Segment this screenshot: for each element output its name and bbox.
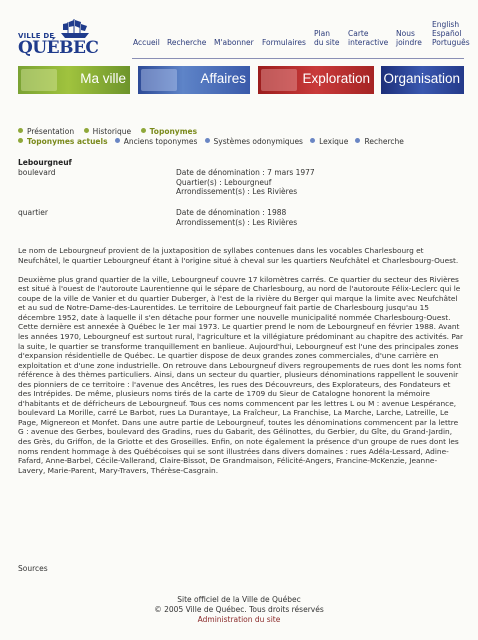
entry-details-boulevard xyxy=(176,168,315,197)
nav-carte-line1: Carte xyxy=(348,29,369,38)
subnav-recherche-label: Recherche xyxy=(364,137,404,146)
footer-copyright: © 2005 Ville de Québec. Tous droits réservés xyxy=(154,605,324,614)
bullet-icon xyxy=(18,138,23,143)
banner-ma-ville-label: Ma ville xyxy=(80,71,126,86)
subnav-presentation[interactable] xyxy=(18,127,74,136)
bullet-icon xyxy=(141,128,146,133)
arrondissement-value: Arrondissement(s) : Les Rivières xyxy=(176,187,298,197)
subnav-row1 xyxy=(18,127,197,136)
nav-nous-line1: Nous xyxy=(396,29,415,38)
description-text xyxy=(18,246,464,485)
denomination-date: Date de dénomination : 7 mars 1977 xyxy=(176,168,315,177)
bullet-icon xyxy=(205,138,210,143)
description-paragraph-1: Le nom de Lebourgneuf provient de la juxtaposition de syllabes contenues dans les vocables Charlesbourg et Neufchâtel, le quartier Lebourgneuf étant à l'origine situé à cheval sur les quartiers Neufchâtel et Charlesbourg-Ouest. xyxy=(18,246,459,265)
description-paragraph-2: Deuxième plus grand quartier de la ville, Lebourgneuf couvre 17 kilomètres carrés. Ce quartier du secteur des Rivières est situé à l'ouest de l'autoroute Laurentienne qui le sépare de Charlesbourg, au nord de l'autoroute Félix-Leclerc qui le coupe de la ville de Vanier et du quartier Duberger, à l'est de la rivière du Berger qui marque la limite avec Neufchâtel et au sud de Notre-Dame-des-Laurentides. Le territoire de Lebourgneuf fait partie de Charlesbourg jusqu'au 15 décembre 1952, date à laquelle il s'en détache pour former une nouvelle municipalité nommée Charlesbourg-Ouest. Cette dernière est annexée à Québec le 1er mai 1973. Le quartier prend le nom de Lebourgneuf en février 1988. Avant les années 1970, Lebourgneuf est surtout rural, l'agriculture et la villégiature prédominant au chapitre des activités. Par la suite, le quartier se transforme tranquillement en banlieue. Aujourd'hui, Lebourgneuf est l'une des principales zones d'expansion résidentielle de Québec. Le quartier dispose de deux grandes zones commerciales, d'une carrière en exploitation et d'une zone industrielle. On retrouve dans Lebourgneuf divers regroupements de rues dont les noms font référence à des thèmes particuliers. Ainsi, dans un secteur du quartier, plusieurs dénominations rappellent le souvenir des pionniers de ce territoire : l'avenue des Ancêtres, les rues des Découvreurs, des Explorateurs, des Fondateurs et des Intrépides. De même, plusieurs noms tirés de la carte de 1709 du Sieur de Catalogne honorent la mémoire d'habitants et de défricheurs de Lebourgneuf. Tous ces noms commencent par les lettres L ou M : avenue Lespérance, boulevard La Morille, carré Le Barbot, rues La Durantaye, La Fraîcheur, La Franchise, La Marche, Larche, Latreille, Le Page, Mignereon et Monfet. Dans une autre partie de Lebourgneuf, toutes les dénominations commencent par la lettre G : avenue des Gerbes, boulevard des Gradins, rues du Gabarit, des Gélinottes, du Gerbier, du Gîte, du Grand-Jardin, des Grès, du Griffon, de la Griotte et des Groseilles. Enfin, on note également la présence d'un groupe de rues dont les noms rendent hommage à des Québécoises qui se sont illustrées dans divers domaines : rues Adéla-Lessard, Adine-Fafard, Anne-Barbel, Cécile-Vallerand, Claire-Bissot, De Grandmaison, Félicité-Angers, Francine-McKenzie, Jeanne-Lavery, Marie-Parent, Mary-Travers, Thérèse-Casgrain. xyxy=(18,274,464,475)
logo-ville-de: VILLE DE xyxy=(18,32,55,40)
subnav-row2 xyxy=(18,137,404,146)
logo-quebec: QUÉBEC xyxy=(18,38,99,58)
entry-type-boulevard: boulevard xyxy=(18,168,56,177)
entry-type-quartier: quartier xyxy=(18,208,48,217)
bullet-icon xyxy=(18,128,23,133)
nav-recherche[interactable]: Recherche xyxy=(167,38,207,47)
subnav-presentation-label: Présentation xyxy=(27,127,75,136)
banner-exploration-label: Exploration xyxy=(302,71,370,86)
banner-ma-ville[interactable] xyxy=(18,66,130,94)
banner-affaires[interactable] xyxy=(138,66,250,94)
page-title: Lebourgneuf xyxy=(18,158,72,167)
entry-details-quartier xyxy=(176,208,297,227)
subnav-systemes-odonymiques[interactable] xyxy=(205,137,303,146)
subnav-lexique-label: Lexique xyxy=(319,137,349,146)
lang-portugues[interactable]: Português xyxy=(432,38,470,47)
nav-carte-interactive[interactable] xyxy=(348,29,388,47)
banner-exploration[interactable] xyxy=(258,66,374,94)
bullet-icon xyxy=(115,138,120,143)
subnav-anciens-label: Anciens toponymes xyxy=(123,137,198,146)
subnav-historique-label: Historique xyxy=(92,127,132,136)
nav-nous-joindre[interactable] xyxy=(396,29,422,47)
bullet-icon xyxy=(84,128,89,133)
nav-abonner[interactable]: M'abonner xyxy=(214,38,254,47)
subnav-systemes-label: Systèmes odonymiques xyxy=(213,137,303,146)
lang-espanol[interactable]: Español xyxy=(432,29,462,38)
subnav-toponymes-actuels[interactable] xyxy=(18,137,108,146)
lang-english[interactable]: English xyxy=(432,20,460,29)
footer-site-officiel: Site officiel de la Ville de Québec xyxy=(177,595,301,604)
bullet-icon xyxy=(310,138,315,143)
nav-divider xyxy=(132,58,464,59)
footer xyxy=(0,595,478,625)
denomination-date: Date de dénomination : 1988 xyxy=(176,208,287,217)
nav-plan-du-site[interactable] xyxy=(314,29,339,47)
ship-icon xyxy=(58,17,92,39)
subnav-toponymes[interactable] xyxy=(141,127,197,136)
nav-formulaires[interactable]: Formulaires xyxy=(262,38,306,47)
footer-admin-link[interactable]: Administration du site xyxy=(197,615,281,624)
banner-organisation[interactable] xyxy=(381,66,464,94)
subnav-anciens-toponymes[interactable] xyxy=(115,137,198,146)
nav-carte-line2: interactive xyxy=(348,38,389,47)
subnav-lexique[interactable] xyxy=(310,137,348,146)
nav-accueil[interactable]: Accueil xyxy=(133,38,160,47)
arrondissement-value: Arrondissement(s) : Les Rivières xyxy=(176,217,298,227)
subnav-historique[interactable] xyxy=(84,127,131,136)
nav-plan-line2: du site xyxy=(314,38,340,47)
ma-ville-photo-icon xyxy=(21,69,57,91)
nav-nous-line2: joindre xyxy=(396,38,422,47)
affaires-photo-icon xyxy=(141,69,177,91)
bullet-icon xyxy=(355,138,360,143)
banner-organisation-label: Organisation xyxy=(383,71,460,86)
sources-link[interactable]: Sources xyxy=(18,564,48,573)
subnav-recherche[interactable] xyxy=(355,137,403,146)
language-links xyxy=(432,20,470,47)
exploration-photo-icon xyxy=(261,69,297,91)
banner-affaires-label: Affaires xyxy=(200,71,246,86)
subnav-toponymes-label: Toponymes xyxy=(149,127,198,136)
subnav-toponymes-actuels-label: Toponymes actuels xyxy=(27,137,108,146)
nav-plan-line1: Plan xyxy=(314,29,330,38)
ville-de-quebec-logo[interactable] xyxy=(18,17,99,59)
quartier-value: Quartier(s) : Lebourgneuf xyxy=(176,177,272,187)
